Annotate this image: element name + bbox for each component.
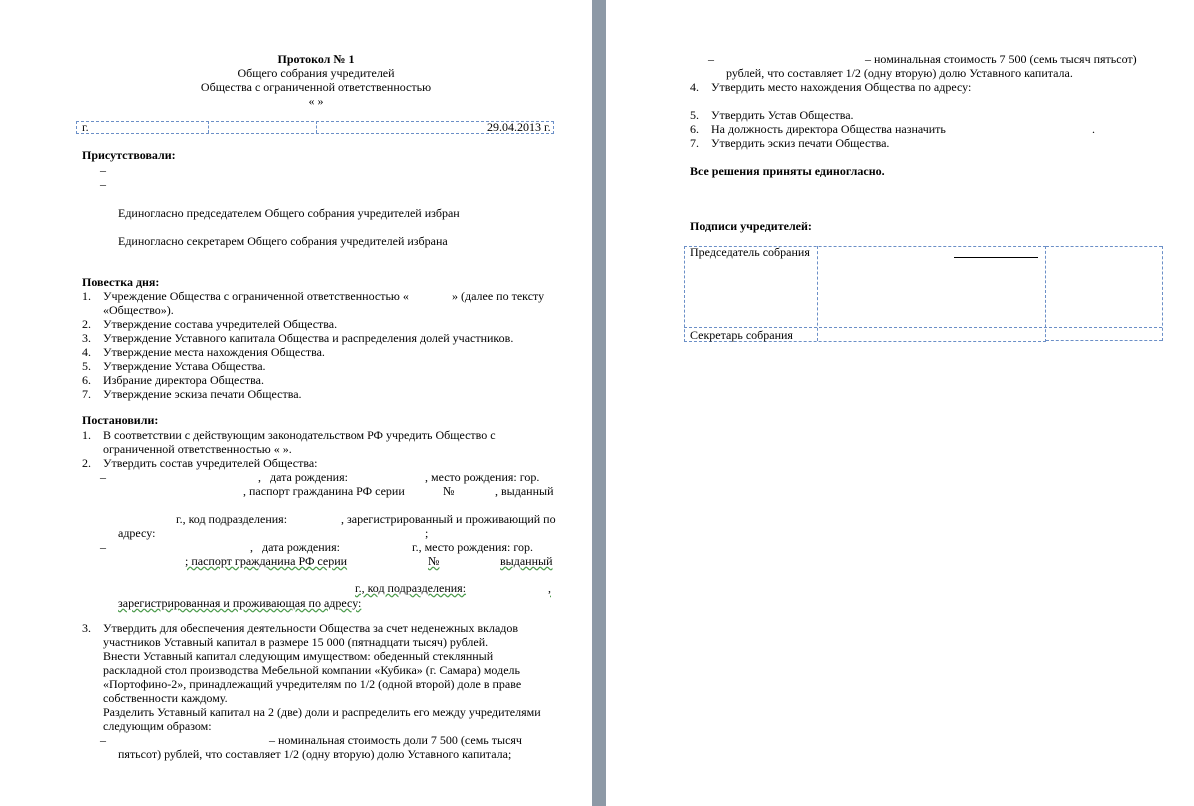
- resolution-3-line-5: «Портофино-2», принадлежащий учредителям по 1/2 (одной второй) доле в праве: [103, 677, 522, 691]
- share-2-dash: –: [708, 52, 714, 66]
- agenda-number: 5.: [82, 359, 91, 373]
- founder-1-dash: –: [100, 470, 106, 484]
- secretary-elected-line: Единогласно секретарем Общего собрания учредителей избрана: [118, 234, 448, 248]
- present-dash-1: –: [100, 163, 106, 177]
- resolution-4: Утвердить место нахождения Общества по адресу:: [711, 80, 972, 94]
- resolved-heading: Постановили:: [82, 413, 159, 427]
- resolution-number: 1.: [82, 428, 91, 442]
- agenda-item-1-part3: «Общество»).: [103, 303, 174, 317]
- agenda-item: Утверждение Устава Общества.: [103, 359, 266, 373]
- resolution-1-line-1: В соответствии с действующим законодательством РФ учредить Общество с: [103, 428, 496, 442]
- founder-2-dash: –: [100, 540, 106, 554]
- share-2-line-2: рублей, что составляет 1/2 (одну вторую) долю Уставного капитала.: [726, 66, 1073, 80]
- present-dash-2: –: [100, 177, 106, 191]
- resolution-3-line-2: участников Уставный капитал в размере 15 000 (пятнадцати тысяч) рублей.: [103, 635, 489, 649]
- resolution-7: Утвердить эскиз печати Общества.: [711, 136, 890, 150]
- resolution-6: На должность директора Общества назначить: [711, 122, 946, 136]
- company-name-quotes: « »: [308, 94, 324, 108]
- resolution-number: 5.: [690, 108, 699, 122]
- founder-2-number-sign: №: [428, 554, 440, 568]
- founder-2-division-code-label: г., код подразделения:: [355, 581, 467, 595]
- resolution-3-line-1: Утвердить для обеспечения деятельности Общества за счет неденежных вкладов: [103, 621, 519, 635]
- agenda-number: 4.: [82, 345, 91, 359]
- resolution-3-line-6: собственности каждому.: [103, 691, 228, 705]
- chairman-signature-line: [954, 244, 1038, 258]
- protocol-subtitle-2: Общества с ограниченной ответственностью: [200, 80, 432, 94]
- table-gridline: [316, 121, 317, 133]
- founder-2-address-label: зарегистрированная и проживающая по адресу:: [118, 596, 362, 610]
- founder-1-semicolon: ;: [425, 526, 429, 540]
- resolution-3-line-3: Внести Уставный капитал следующим имуществом: обеденный стеклянный: [103, 649, 494, 663]
- document-page-2: [606, 0, 1194, 806]
- resolution-3-line-4: раскладной стол производства Мебельной компании «Кубика» (г. Самара) модель: [103, 663, 520, 677]
- founder-2-passport-label: ; паспорт гражданина РФ серии: [185, 554, 348, 568]
- resolution-6-period: .: [1092, 122, 1095, 136]
- share-2-line-1: – номинальная стоимость 7 500 (семь тысяч пятьсот): [865, 52, 1137, 66]
- city-label: г.: [82, 120, 89, 134]
- agenda-heading: Повестка дня:: [82, 275, 160, 289]
- founder-1-registered-label: , зарегистрированный и проживающий по: [341, 512, 556, 526]
- share-1-line-1: – номинальная стоимость доли 7 500 (семь тысяч: [269, 733, 522, 747]
- founder-2-birthplace-label: г., место рождения: гор.: [412, 540, 533, 554]
- resolution-1-line-2: ограниченной ответственностью « ».: [103, 442, 292, 456]
- city-date-table: [76, 121, 554, 134]
- protocol-title: Протокол № 1: [277, 52, 355, 66]
- secretary-label: Секретарь собрания: [690, 328, 793, 342]
- agenda-item-1-part2: » (далее по тексту: [452, 289, 545, 303]
- chairman-label: Председатель собрания: [690, 245, 810, 259]
- agenda-item: Избрание директора Общества.: [103, 373, 264, 387]
- agenda-number: 3.: [82, 331, 91, 345]
- resolution-number: 4.: [690, 80, 699, 94]
- table-gridline: [1046, 246, 1162, 247]
- founder-1-address-label: адресу:: [118, 526, 156, 540]
- agenda-number: 1.: [82, 289, 91, 303]
- resolution-3-line-7: Разделить Уставный капитал на 2 (две) доли и распределить его между учредителями: [103, 705, 541, 719]
- agenda-number: 6.: [82, 373, 91, 387]
- founder-2-comma: ,: [250, 540, 253, 554]
- present-heading: Присутствовали:: [82, 148, 176, 162]
- resolution-5: Утвердить Устав Общества.: [711, 108, 854, 122]
- document-page-1: [0, 0, 592, 806]
- share-1-line-2: пятьсот) рублей, что составляет 1/2 (одну вторую) долю Уставного капитала;: [118, 747, 512, 761]
- resolution-2-line-1: Утвердить состав учредителей Общества:: [103, 456, 318, 470]
- table-gridline: [1046, 340, 1162, 341]
- share-dash: –: [100, 733, 106, 747]
- agenda-item-1-part1: Учреждение Общества с ограниченной ответственностью «: [103, 289, 409, 303]
- founder-2-birthdate-label: дата рождения:: [262, 540, 340, 554]
- agenda-item: Утверждение эскиза печати Общества.: [103, 387, 302, 401]
- chairman-elected-line: Единогласно председателем Общего собрания учредителей избран: [118, 206, 460, 220]
- signatures-heading: Подписи учредителей:: [690, 219, 812, 233]
- agenda-number: 7.: [82, 387, 91, 401]
- founder-1-passport-label: , паспорт гражданина РФ серии: [243, 484, 405, 498]
- founder-1-division-code-label: г., код подразделения:: [176, 512, 288, 526]
- protocol-date: 29.04.2013 г.: [487, 120, 551, 134]
- resolution-number: 3.: [82, 621, 91, 635]
- agenda-item: Утверждение состава учредителей Общества.: [103, 317, 338, 331]
- table-gridline: [1162, 246, 1163, 341]
- founder-2-comma-end: ,: [548, 581, 551, 595]
- founder-1-comma: ,: [258, 470, 261, 484]
- founder-1-issued-label: , выданный: [495, 484, 554, 498]
- agenda-number: 2.: [82, 317, 91, 331]
- resolution-number: 6.: [690, 122, 699, 136]
- resolution-number: 2.: [82, 456, 91, 470]
- founder-1-birthplace-label: , место рождения: гор.: [425, 470, 540, 484]
- agenda-item: Утверждение места нахождения Общества.: [103, 345, 325, 359]
- page-gutter: [592, 0, 606, 806]
- protocol-subtitle-1: Общего собрания учредителей: [237, 66, 395, 80]
- resolution-number: 7.: [690, 136, 699, 150]
- resolution-3-line-8: следующим образом:: [103, 719, 212, 733]
- agenda-item: Утверждение Уставного капитала Общества и распределения долей участников.: [103, 331, 514, 345]
- unanimous-statement: Все решения приняты единогласно.: [690, 164, 885, 178]
- founder-1-number-sign: №: [443, 484, 455, 498]
- founder-2-issued-label: выданный: [500, 554, 553, 568]
- table-gridline: [208, 121, 209, 133]
- founder-1-birthdate-label: дата рождения:: [270, 470, 348, 484]
